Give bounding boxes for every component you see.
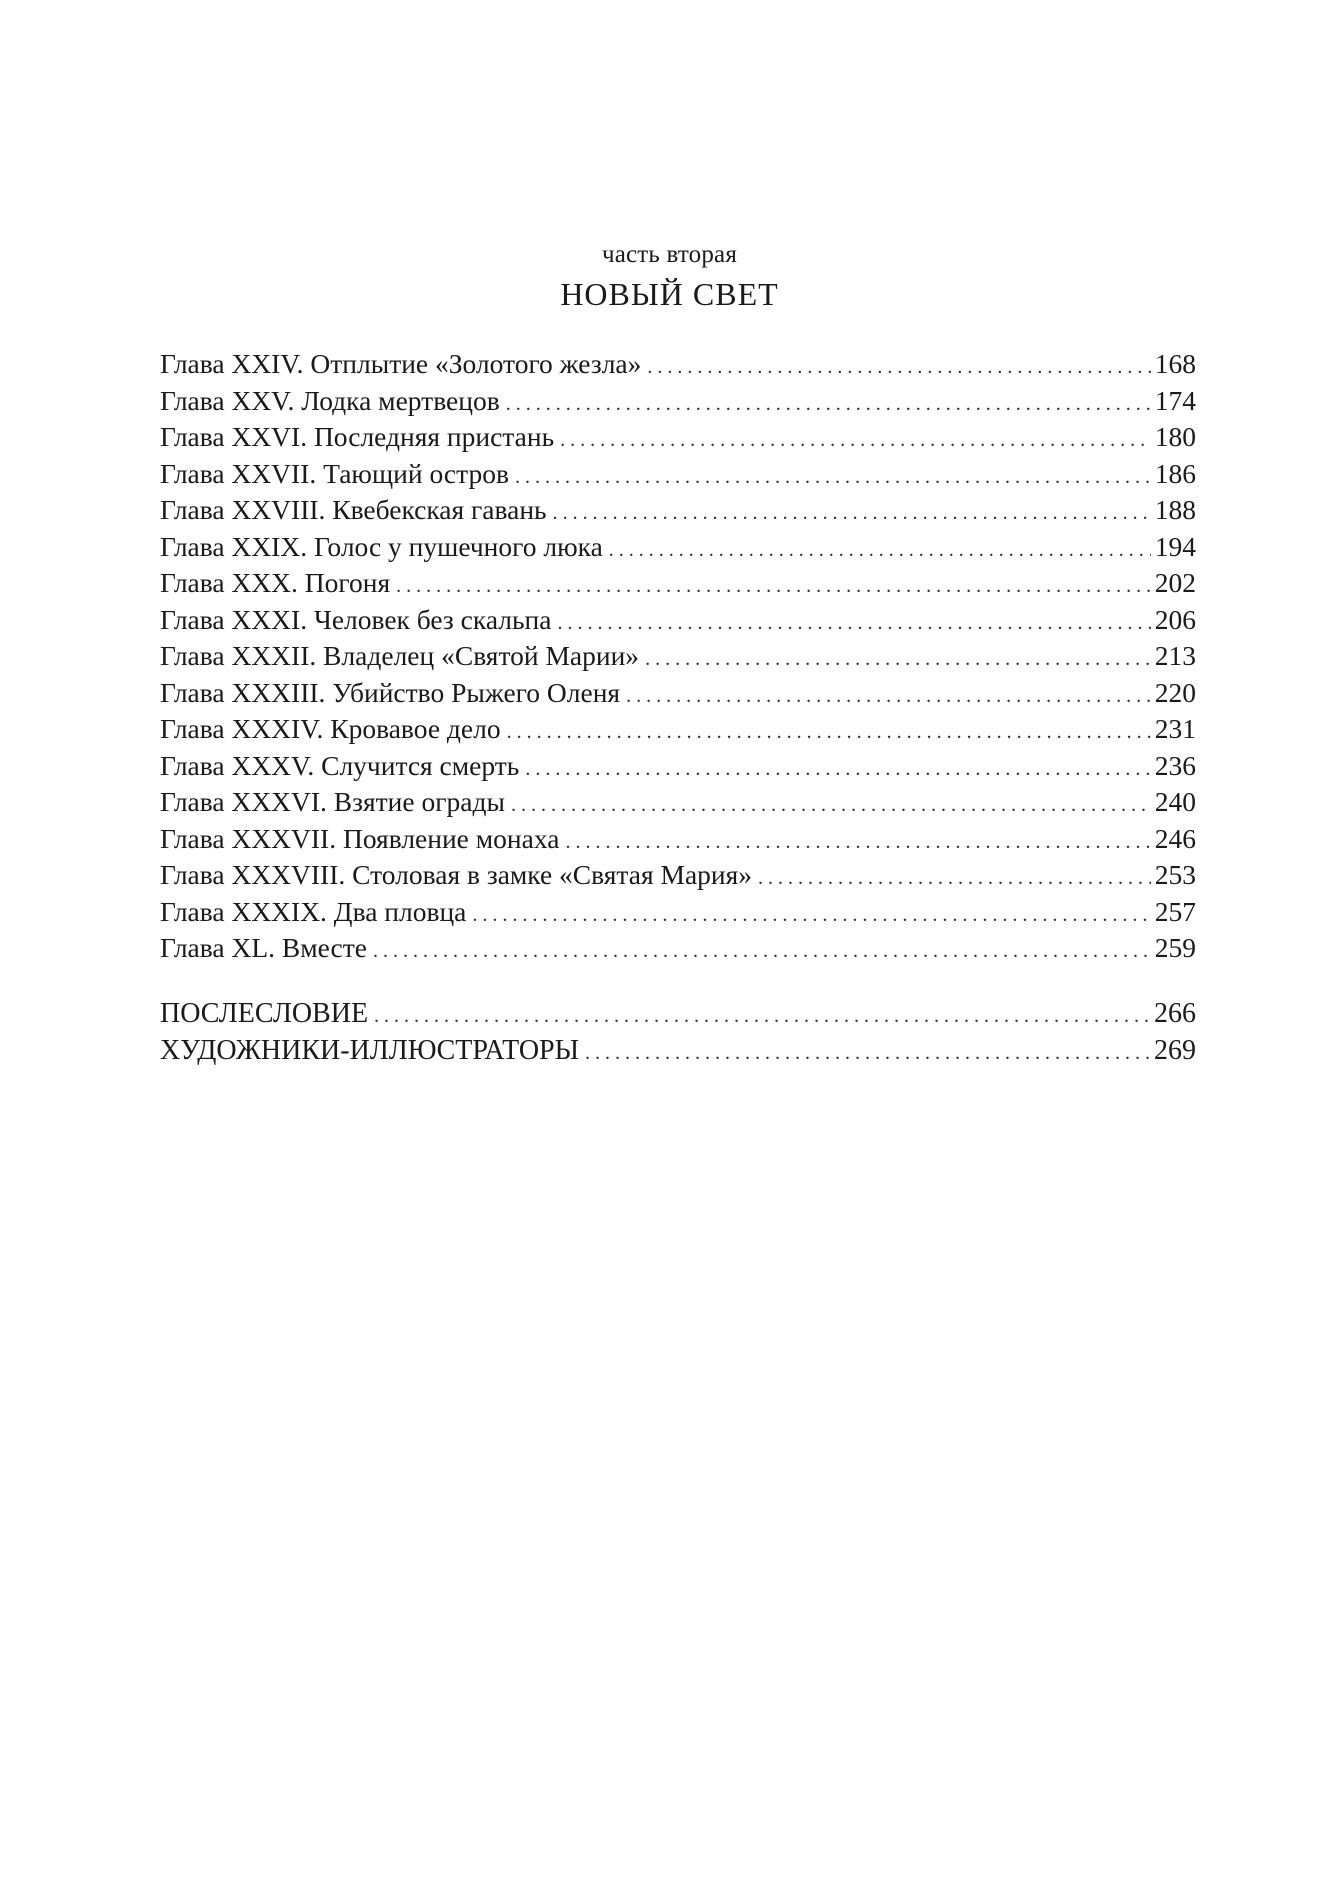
- toc-entry-page: 213: [1154, 640, 1196, 671]
- toc-entry-title: ПОСЛЕСЛОВИЕ: [160, 998, 369, 1029]
- toc-entry-title: Глава XXV. Лодка мертвецов: [160, 384, 500, 416]
- toc-entry: [160, 419, 1196, 456]
- toc-entry-illustrators: [160, 1033, 1196, 1070]
- part-label: часть вторая: [601, 241, 738, 268]
- toc-entry: [160, 492, 1196, 529]
- toc-entry-page: 186: [1154, 457, 1196, 489]
- toc-entry-page: 202: [1154, 567, 1196, 598]
- toc-entry-page: 206: [1154, 603, 1196, 635]
- toc-entry: [160, 930, 1196, 967]
- toc-entry-page: 253: [1154, 859, 1196, 890]
- toc-entry: [160, 638, 1196, 675]
- toc-entry-title: Глава XXVI. Последняя пристань: [160, 421, 555, 452]
- toc-entry: [160, 821, 1196, 858]
- toc-entry-page: 174: [1154, 384, 1196, 416]
- toc-chapters-list: [160, 346, 1196, 967]
- dot-leader: [585, 1035, 1150, 1072]
- toc-entry-page: 220: [1154, 676, 1196, 708]
- toc-entry: [160, 675, 1196, 712]
- dot-leader: [373, 933, 1151, 970]
- toc-entry-title: Глава XXXI. Человек без скальпа: [160, 603, 552, 635]
- dot-leader: [515, 459, 1151, 496]
- toc-entry-title: Глава XXXVII. Появление монаха: [160, 822, 560, 854]
- dot-leader: [560, 422, 1151, 459]
- toc-entry-page: 240: [1154, 786, 1196, 817]
- toc-entry-page: 188: [1154, 494, 1196, 525]
- toc-entry: [160, 602, 1196, 639]
- toc-entry-title: Глава XXXVI. Взятие ограды: [160, 786, 505, 817]
- toc-entry-page: 246: [1154, 822, 1196, 854]
- toc-entry-page: 168: [1154, 348, 1196, 379]
- toc-entry-title: Глава XXIX. Голос у пушечного люка: [160, 530, 603, 562]
- toc-entry-title: Глава XXVII. Тающий остров: [160, 457, 509, 489]
- toc-entry-page: 180: [1154, 421, 1196, 452]
- dot-leader: [609, 532, 1151, 569]
- dot-leader: [525, 751, 1150, 788]
- dot-leader: [374, 998, 1150, 1035]
- dot-leader: [553, 495, 1151, 532]
- toc-entry: [160, 748, 1196, 785]
- dot-leader: [647, 349, 1150, 386]
- toc-entry-afterword: [160, 996, 1196, 1033]
- dot-leader: [472, 897, 1150, 934]
- dot-leader: [557, 605, 1150, 642]
- toc-entry-title: Глава XXXII. Владелец «Святой Марии»: [160, 640, 640, 671]
- toc-entry-page: 257: [1154, 895, 1196, 927]
- toc-entry-title: Глава XL. Вместе: [160, 932, 367, 963]
- toc-entry: [160, 456, 1196, 493]
- toc-entry-title: Глава XXXIV. Кровавое дело: [160, 713, 501, 744]
- dot-leader: [396, 568, 1151, 605]
- dot-leader: [645, 641, 1151, 678]
- toc-entry: [160, 383, 1196, 420]
- part-header: [0, 238, 1339, 314]
- toc-entry-page: 259: [1154, 932, 1196, 963]
- toc-entry-title: Глава XXXIX. Два пловца: [160, 895, 467, 927]
- toc-entry-title: Глава XXVIII. Квебекская гавань: [160, 494, 547, 525]
- part-title: НОВЫЙ СВЕТ: [560, 276, 779, 312]
- toc-entry: [160, 346, 1196, 383]
- toc-entry: [160, 784, 1196, 821]
- dot-leader: [758, 860, 1151, 897]
- dot-leader: [506, 386, 1151, 423]
- toc-entry-title: Глава XXX. Погоня: [160, 567, 391, 598]
- toc-entry: [160, 857, 1196, 894]
- toc-entry: [160, 894, 1196, 931]
- toc-entry-title: Глава XXIV. Отплытие «Золотого жезла»: [160, 348, 642, 379]
- toc-entry-page: 269: [1154, 1034, 1196, 1066]
- dot-leader: [511, 787, 1151, 824]
- toc-entry-page: 266: [1154, 998, 1196, 1029]
- toc-entry: [160, 529, 1196, 566]
- toc-entry-title: Глава XXXIII. Убийство Рыжего Оленя: [160, 676, 621, 708]
- toc-entry-title: Глава XXXVIII. Столовая в замке «Святая Мария»: [160, 859, 753, 890]
- toc-appendix-list: [160, 996, 1196, 1069]
- dot-leader: [507, 714, 1151, 751]
- dot-leader: [626, 678, 1151, 715]
- toc-entry-title: Глава XXXV. Случится смерть: [160, 749, 520, 781]
- toc-entry-title: ХУДОЖНИКИ-ИЛЛЮСТРАТОРЫ: [160, 1034, 580, 1066]
- toc-entry: [160, 565, 1196, 602]
- toc-entry-page: 231: [1154, 713, 1196, 744]
- toc-entry-page: 194: [1154, 530, 1196, 562]
- toc-entry: [160, 711, 1196, 748]
- dot-leader: [565, 824, 1150, 861]
- toc-entry-page: 236: [1154, 749, 1196, 781]
